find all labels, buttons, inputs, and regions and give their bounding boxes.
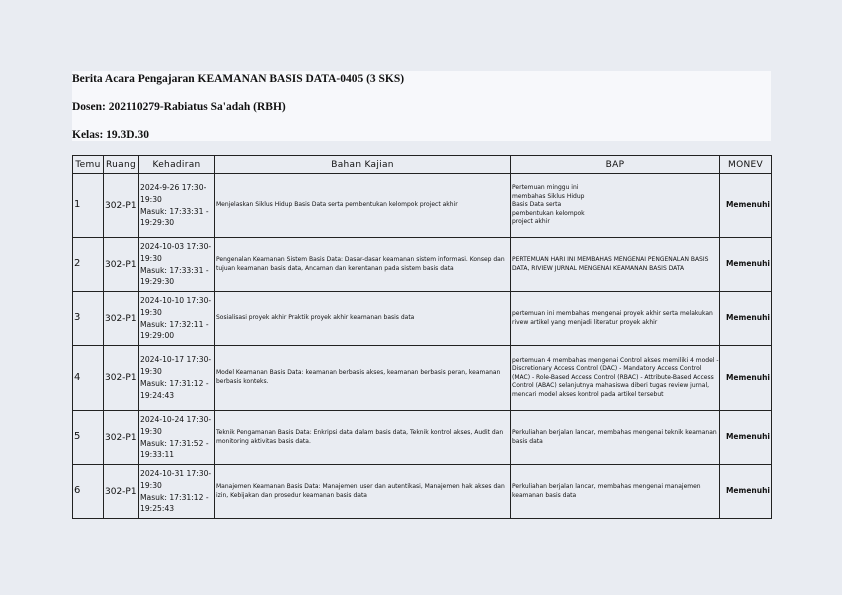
cell-bap: PERTEMUAN HARI INI MEMBAHAS MENGENAI PENGENALAN BASIS DATA, RIVIEW JURNAL MENGENAI KEAMANAN BASIS DATA	[511, 238, 720, 292]
cell-kehadiran	[139, 292, 215, 346]
page-title: Berita Acara Pengajaran KEAMANAN BASIS DATA-0405 (3 SKS)	[72, 73, 405, 85]
col-header-monev: MONEV	[720, 156, 772, 174]
table-row	[73, 292, 772, 346]
cell-temu: 5	[73, 411, 104, 465]
cell-kehadiran	[139, 411, 215, 465]
lecturer-line: Dosen: 202110279-Rabiatus Sa'adah (RBH)	[72, 101, 286, 113]
table-header-row	[73, 156, 772, 174]
cell-bap: Perkuliahan berjalan lancar, membahas mengenai teknik keamanan basis data	[511, 411, 720, 465]
table-row	[73, 238, 772, 292]
attendance-schedule: 2024-10-31 17:30-19:30	[140, 468, 212, 490]
attendance-schedule: 2024-10-17 17:30-19:30	[140, 355, 212, 377]
table-row	[73, 465, 772, 519]
cell-temu: 1	[73, 174, 104, 238]
attendance-checkin: Masuk: 17:33:31 - 19:29:30	[140, 265, 209, 287]
cell-ruang: 302-P1	[104, 411, 139, 465]
attendance-schedule: 2024-10-03 17:30-19:30	[140, 241, 212, 263]
cell-bap: pertemuan 4 membahas mengenai Control akses memiliki 4 model - Discretionary Access Control (DAC) - Mandatory Access Control (MAC) - Role-Based Access Control (RBAC) - Attribute-Based Access Control (ABAC) selanjutnya mahasiswa diberi tugas review jurnal, mencari model akses kontrol pada artikel tersebut	[511, 346, 720, 411]
col-header-bahan-kajian: Bahan Kajian	[215, 156, 511, 174]
cell-ruang: 302-P1	[104, 346, 139, 411]
attendance-checkin: Masuk: 17:31:12 - 19:25:43	[140, 492, 209, 514]
cell-bahan-kajian: Model Keamanan Basis Data: keamanan berbasis akses, keamanan berbasis peran, keamanan berbasis konteks.	[215, 346, 511, 411]
cell-temu: 6	[73, 465, 104, 519]
attendance-schedule: 2024-10-24 17:30-19:30	[140, 414, 212, 436]
col-header-temu: Temu	[73, 156, 104, 174]
cell-ruang: 302-P1	[104, 238, 139, 292]
cell-ruang: 302-P1	[104, 174, 139, 238]
class-line: Kelas: 19.3D.30	[72, 129, 149, 141]
cell-ruang: 302-P1	[104, 465, 139, 519]
table-row	[73, 346, 772, 411]
attendance-checkin: Masuk: 17:32:11 - 19:29:00	[140, 319, 209, 341]
cell-temu: 3	[73, 292, 104, 346]
cell-kehadiran	[139, 174, 215, 238]
cell-monev: Memenuhi	[720, 411, 772, 465]
table-row	[73, 411, 772, 465]
cell-temu: 2	[73, 238, 104, 292]
cell-bap: pertemuan ini membahas mengenai proyek akhir serta melakukan rivew artikel yang menjadi literatur proyek akhir	[511, 292, 720, 346]
cell-bahan-kajian: Menjelaskan Siklus Hidup Basis Data serta pembentukan kelompok project akhir	[215, 174, 511, 238]
cell-bahan-kajian: Manajemen Keamanan Basis Data: Manajemen user dan autentikasi, Manajemen hak akses dan izin, Kebijakan dan prosedur keamanan basis data	[215, 465, 511, 519]
cell-bap: Perkuliahan berjalan lancar, membahas mengenai manajemen keamanan basis data	[511, 465, 720, 519]
cell-bahan-kajian: Sosialisasi proyek akhir Praktik proyek akhir keamanan basis data	[215, 292, 511, 346]
col-header-ruang: Ruang	[104, 156, 139, 174]
cell-monev: Memenuhi	[720, 174, 772, 238]
cell-kehadiran	[139, 238, 215, 292]
teaching-report-table	[72, 155, 772, 519]
cell-kehadiran	[139, 465, 215, 519]
cell-bap: Pertemuan minggu ini membahas Siklus Hidup Basis Data serta pembentukan kelompok project akhir	[511, 174, 720, 238]
cell-kehadiran	[139, 346, 215, 411]
attendance-schedule: 2024-10-10 17:30-19:30	[140, 295, 212, 317]
cell-monev: Memenuhi	[720, 346, 772, 411]
col-header-bap: BAP	[511, 156, 720, 174]
cell-bahan-kajian: Teknik Pengamanan Basis Data: Enkripsi data dalam basis data, Teknik kontrol akses, Audit dan monitoring aktivitas basis data.	[215, 411, 511, 465]
cell-bahan-kajian: Pengenalan Keamanan Sistem Basis Data: Dasar-dasar keamanan sistem informasi. Konsep dan tujuan keamanan basis data, Ancaman dan kerentanan pada sistem basis data	[215, 238, 511, 292]
cell-monev: Memenuhi	[720, 292, 772, 346]
col-header-kehadiran: Kehadiran	[139, 156, 215, 174]
cell-monev: Memenuhi	[720, 238, 772, 292]
attendance-schedule: 2024-9-26 17:30-19:30	[140, 182, 207, 204]
cell-monev: Memenuhi	[720, 465, 772, 519]
table-row	[73, 174, 772, 238]
attendance-checkin: Masuk: 17:31:52 - 19:33:11	[140, 438, 209, 460]
cell-ruang: 302-P1	[104, 292, 139, 346]
attendance-checkin: Masuk: 17:31:12 - 19:24:43	[140, 379, 209, 400]
attendance-checkin: Masuk: 17:33:31 - 19:29:30	[140, 206, 209, 228]
cell-temu: 4	[73, 346, 104, 411]
